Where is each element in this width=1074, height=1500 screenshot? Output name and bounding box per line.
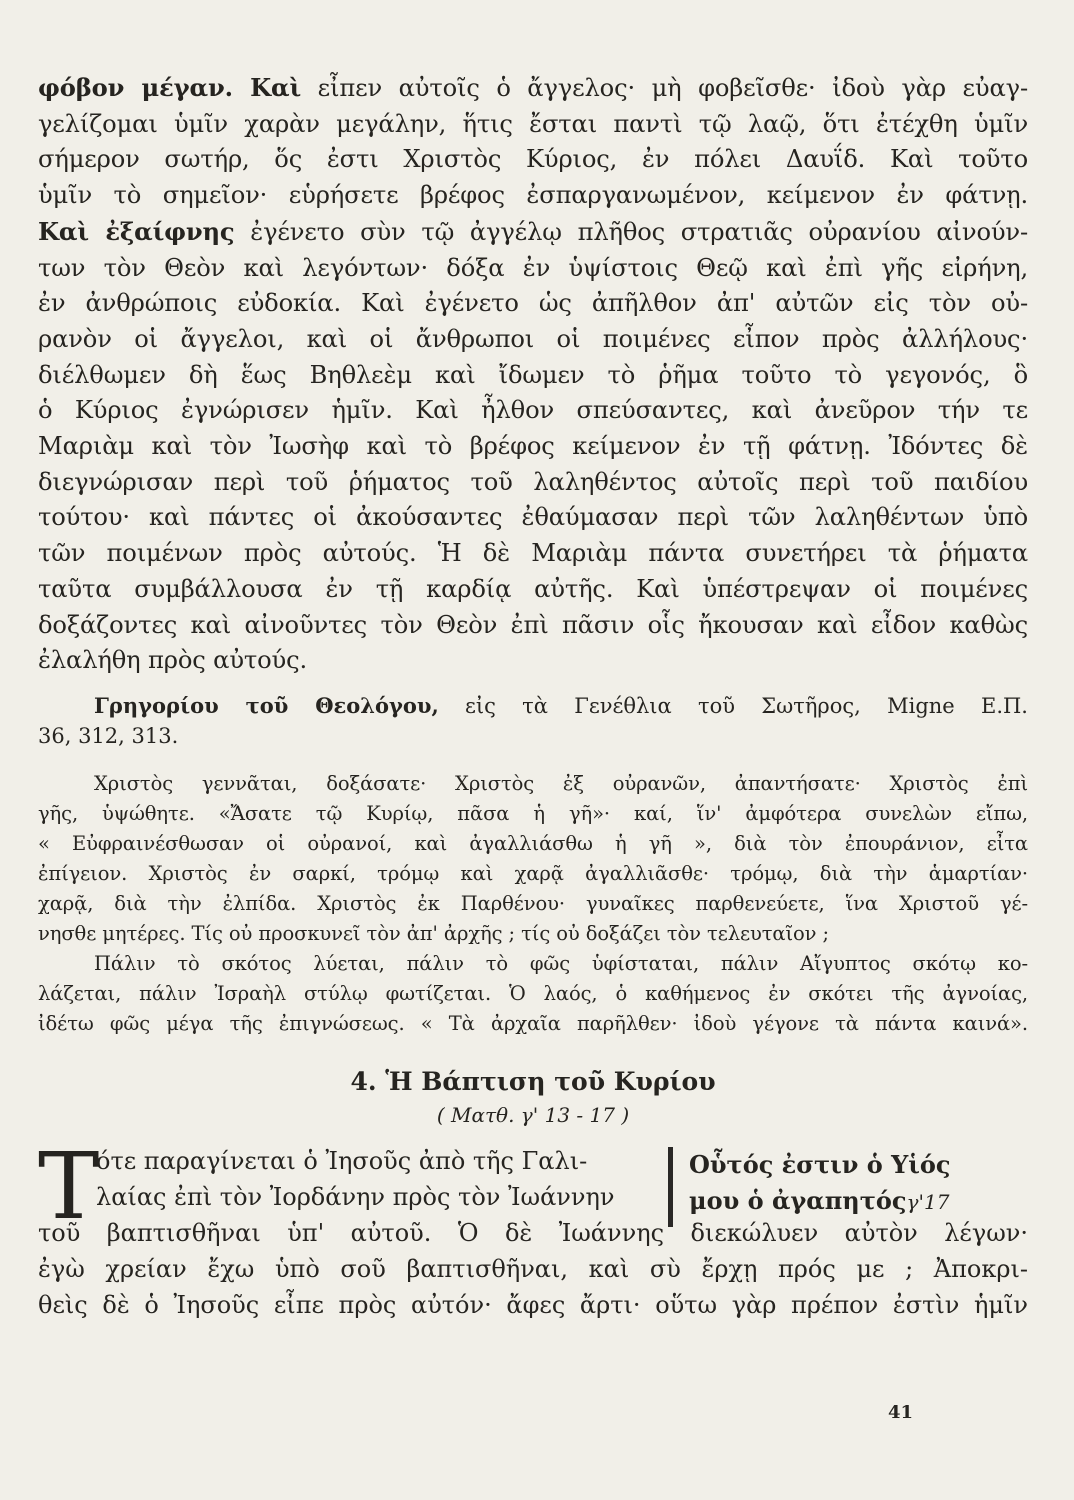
quote-line: ἐπίγειον. Χριστὸς ἐν σαρκί, τρόμῳ καὶ χαρᾷ ἀγαλλιᾶσθε· τρόμῳ, διὰ τὴν ἁμαρτίαν· [38, 861, 1028, 885]
quote-line: ἰδέτω φῶς μέγα τῆς ἐπιγνώσεως. « Τὰ ἀρχαῖα παρῆλθεν· ἰδοὺ γέγονε τὰ πάντα καινά». [38, 1011, 1028, 1035]
text-line: Καὶ ἐξαίφνης ἐγένετο σὺν τῷ ἀγγέλῳ πλῆθος στρατιᾶς οὐρανίου αἰνούν- [38, 216, 1028, 246]
text-line: θεὶς δὲ ὁ Ἰησοῦς εἶπε πρὸς αὐτόν· ἄφες ἄρτι· οὕτω γὰρ πρέπον ἐστὶν ἡμῖν [38, 1290, 1028, 1319]
highlight-box [668, 1147, 1028, 1227]
page-content [38, 70, 1028, 1323]
page-number: 41 [888, 1402, 914, 1423]
text-line: σήμερον σωτήρ, ὅς ἐστι Χριστὸς Κύριος, ἐν πόλει Δαυΐδ. Καὶ τοῦτο [38, 145, 1028, 174]
text-line: ὁ Κύριος ἐγνώρισεν ἡμῖν. Καὶ ἦλθον σπεύσαντες, καὶ ἀνεῦρον τήν τε [38, 396, 1028, 425]
section-title: 4. Ἡ Βάπτιση τοῦ Κυρίου [350, 1066, 716, 1096]
quote-line: χαρᾷ, διὰ τὴν ἐλπίδα. Χριστὸς ἐκ Παρθένου· γυναῖκες παρθενεύετε, ἵνα Χριστοῦ γέ- [38, 891, 1028, 915]
luke-passage [38, 70, 1028, 679]
text-line: ταῦτα συμβάλλουσα ἐν τῇ καρδίᾳ αὐτῆς. Καὶ ὑπέστρεψαν οἱ ποιμένες [38, 574, 1028, 603]
text-line: ότε παραγίνεται ὁ Ἰησοῦς ἀπὸ τῆς Γαλι- [96, 1146, 588, 1175]
text-line: ὑμῖν τὸ σημεῖον· εὑρήσετε βρέφος ἐσπαργανωμένον, κείμενον ἐν φάτνῃ. [38, 181, 1028, 210]
text-line: ἐλαλήθη πρὸς αὐτούς. [38, 646, 308, 675]
highlight-line-1: Οὗτός ἐστιν ὁ Υἱός [689, 1149, 951, 1179]
text-line: τοῦ βαπτισθῆναι ὑπ' αὐτοῦ. Ὁ δὲ Ἰωάννης διεκώλυεν αὐτὸν λέγων· [38, 1218, 1028, 1247]
quote-line: νησθε μητέρες. Τίς οὐ προσκυνεῖ τὸν ἀπ' ἀρχῆς ; τίς οὐ δοξάζει τὸν τελευταῖον ; [38, 921, 830, 945]
text-line: διεγνώρισαν περὶ τοῦ ῥήματος τοῦ λαληθέντος αὐτοῖς περὶ τοῦ παιδίου [38, 467, 1028, 496]
text-line: Μαριὰμ καὶ τὸν Ἰωσὴφ καὶ τὸ βρέφος κείμενον ἐν τῇ φάτνῃ. Ἰδόντες δὲ [38, 432, 1028, 461]
text-line: τῶν ποιμένων πρὸς αὐτούς. Ἡ δὲ Μαριὰμ πάντα συνετήρει τὰ ῥήματα [38, 539, 1028, 568]
highlight-ref: γ'17 [906, 1189, 950, 1214]
text-line: διέλθωμεν δὴ ἕως Βηθλεὲμ καὶ ἴδωμεν τὸ ῥῆμα τοῦτο τὸ γεγονός, ὃ [38, 360, 1028, 389]
text-line: των τὸν Θεὸν καὶ λεγόντων· δόξα ἐν ὑψίστοις Θεῷ καὶ ἐπὶ γῆς εἰρήνη, [38, 253, 1028, 282]
section-reference: ( Ματθ. γ' 13 - 17 ) [436, 1102, 630, 1127]
source-citation [38, 691, 1028, 751]
text-line: δοξάζοντες καὶ αἰνοῦντες τὸν Θεὸν ἐπὶ πᾶσιν οἷς ἤκουσαν καὶ εἶδον καθὼς [38, 610, 1028, 639]
text-line: ἐν ἀνθρώποις εὐδοκία. Καὶ ἐγένετο ὡς ἀπῆλθον ἀπ' αὐτῶν εἰς τὸν οὐ- [38, 289, 1028, 318]
source-work: εἰς τὰ Γενέθλια τοῦ Σωτῆρος, Migne Ε.Π. [465, 693, 1028, 718]
quote-line: Πάλιν τὸ σκότος λύεται, πάλιν τὸ φῶς ὑφίσταται, πάλιν Αἴγυπτος σκότῳ κο- [94, 951, 1028, 975]
matthew-passage [38, 1132, 1028, 1323]
text-line: λαίας ἐπὶ τὸν Ἰορδάνην πρὸς τὸν Ἰωάννην [96, 1182, 615, 1211]
quote-line: Χριστὸς γεννᾶται, δοξάσατε· Χριστὸς ἐξ οὐρανῶν, ἀπαντήσατε· Χριστὸς ἐπὶ [94, 771, 1028, 795]
quote-line: « Εὐφραινέσθωσαν οἱ οὐρανοί, καὶ ἀγαλλιάσθω ἡ γῆ », διὰ τὸν ἐπουράνιον, εἶτα [38, 831, 1028, 855]
text-line: τούτου· καὶ πάντες οἱ ἀκούσαντες ἐθαύμασαν περὶ τῶν λαληθέντων ὑπὸ [38, 503, 1028, 532]
source-author: Γρηγορίου τοῦ Θεολόγου, [94, 692, 439, 718]
text-line: ρανὸν οἱ ἄγγελοι, καὶ οἱ ἄνθρωποι οἱ ποιμένες εἶπον πρὸς ἀλλήλους· [38, 324, 1028, 353]
drop-cap: Τ [38, 1132, 100, 1240]
highlight-line-2: μου ὁ ἀγαπητός [689, 1185, 907, 1215]
quote-line: λάζεται, πάλιν Ἰσραὴλ στύλῳ φωτίζεται. Ὁ λαός, ὁ καθήμενος ἐν σκότει τῆς ἀγνοίας, [38, 981, 1028, 1005]
text-line: φόβον μέγαν. Καὶ εἶπεν αὐτοῖς ὁ ἄγγελος· μὴ φοβεῖσθε· ἰδοὺ γὰρ εὐαγ- [38, 73, 1028, 102]
source-reference: 36, 312, 313. [38, 723, 179, 748]
quote-line: γῆς, ὑψώθητε. «Ἄσατε τῷ Κυρίῳ, πᾶσα ἡ γῆ»· καί, ἵν' ἀμφότερα συνελὼν εἴπω, [38, 801, 1028, 825]
text-line: γελίζομαι ὑμῖν χαρὰν μεγάλην, ἥτις ἔσται παντὶ τῷ λαῷ, ὅτι ἐτέχθη ὑμῖν [38, 109, 1028, 138]
gregory-quote [38, 769, 1028, 1039]
text-line: ἐγὼ χρείαν ἔχω ὑπὸ σοῦ βαπτισθῆναι, καὶ σὺ ἔρχῃ πρός με ; Ἀποκρι- [38, 1254, 1028, 1283]
